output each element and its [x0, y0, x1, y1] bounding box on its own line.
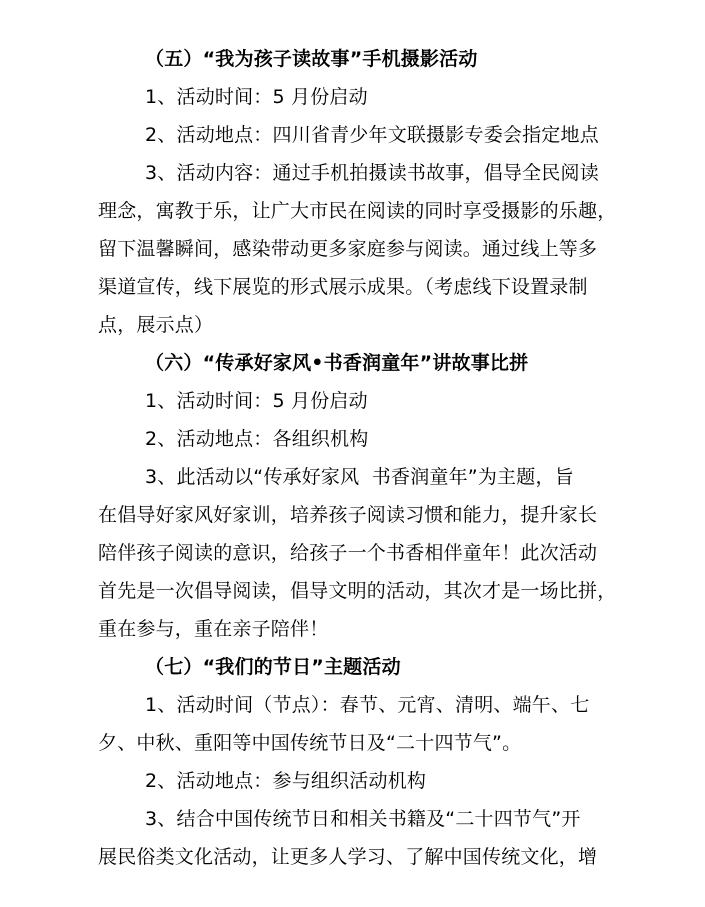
section-6-line-7: 重在参与，重在亲子陪伴！ [98, 618, 329, 640]
section-7-line-1: 1、活动时间（节点）：春节、元宵、清明、端午、七 [145, 694, 590, 716]
section-6-line-6: 首先是一次倡导阅读，倡导文明的活动，其次才是一场比拼， [98, 580, 617, 602]
section-7-line-4: 3、结合中国传统节日和相关书籍及“二十四节气”开 [145, 808, 581, 830]
section-heading-6: （六）“传承好家风•书香润童年”讲故事比拼 [145, 352, 529, 374]
section-7-line-2: 夕、中秋、重阳等中国传统节日及“二十四节气”。 [98, 732, 522, 754]
section-5-line-6: 渠道宣传，线下展览的形式展示成果。（考虑线下设置录制 [98, 276, 588, 298]
section-6-line-4: 在倡导好家风好家训，培养孩子阅读习惯和能力，提升家长 [98, 504, 598, 526]
section-6-line-2: 2、活动地点：各组织机构 [145, 428, 369, 450]
section-5-line-1: 1、活动时间：5 月份启动 [145, 86, 368, 108]
section-5-line-5: 留下温馨瞬间，感染带动更多家庭参与阅读。通过线上等多 [98, 238, 598, 260]
section-7-line-3: 2、活动地点：参与组织活动机构 [145, 770, 427, 792]
section-heading-5: （五）“我为孩子读故事”手机摄影活动 [145, 48, 478, 70]
section-6-line-5: 陪伴孩子阅读的意识，给孩子一个书香相伴童年！此次活动 [98, 542, 598, 564]
section-5-line-7: 点，展示点） [98, 314, 214, 336]
section-7-line-5: 展民俗类文化活动，让更多人学习、了解中国传统文化，增 [98, 846, 598, 868]
section-5-line-3: 3、活动内容：通过手机拍摄读书故事，倡导全民阅读 [145, 162, 599, 184]
section-6-line-1: 1、活动时间：5 月份启动 [145, 390, 368, 412]
section-5-line-2: 2、活动地点：四川省青少年文联摄影专委会指定地点 [145, 124, 599, 146]
document-body [98, 40, 617, 876]
section-heading-7: （七）“我们的节日”主题活动 [145, 656, 401, 678]
section-6-line-3: 3、此活动以“传承好家风 书香润童年”为主题，旨 [145, 466, 574, 488]
section-5-line-4: 理念，寓教于乐，让广大市民在阅读的同时享受摄影的乐趣， [98, 200, 617, 222]
